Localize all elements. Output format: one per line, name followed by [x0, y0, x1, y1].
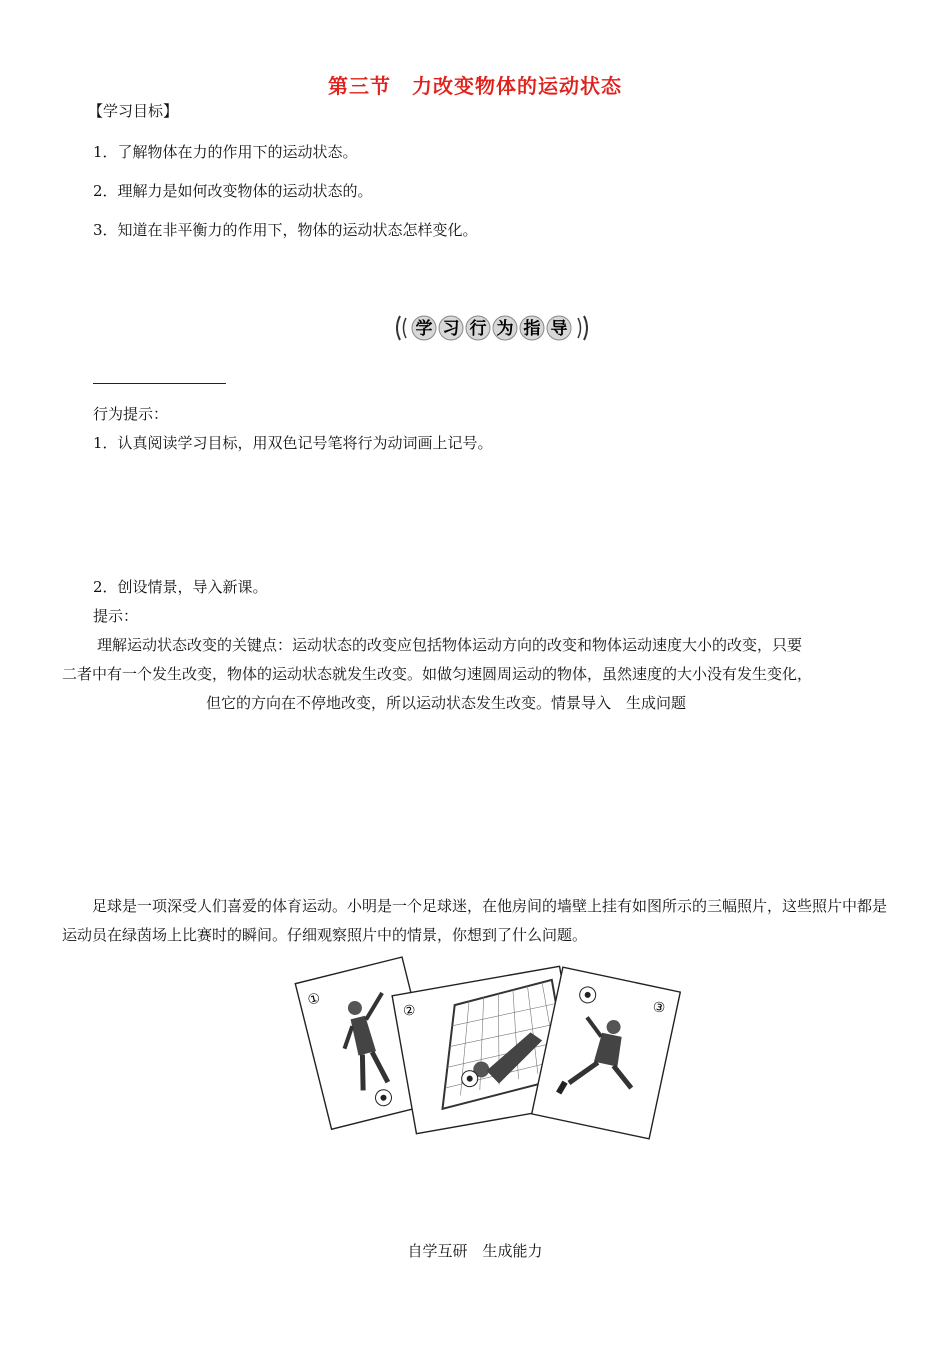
scene-paragraph: 足球是一项深受人们喜爱的体育运动。小明是一个足球迷，在他房间的墙壁上挂有如图所示的三幅照片，这些照片中都是运动员在绿茵场上比赛时的瞬间。仔细观察照片中的情景，你想到了什么问题。: [62, 897, 888, 944]
banner-char: 为: [496, 319, 514, 339]
section-footer-title: 自学互研 生成能力: [407, 1242, 543, 1260]
photo-number-label: ③: [650, 998, 667, 1018]
photo-number-label: ①: [305, 990, 323, 1009]
section-banner: [392, 312, 592, 344]
tip-text: 理解运动状态改变的关键点：运动状态的改变应包括物体运动方向的改变和物体运动速度大小的改变，只要: [97, 636, 803, 654]
separator-line: [93, 383, 226, 384]
banner-char: 行: [469, 319, 487, 339]
photo-number-label: ②: [401, 1002, 417, 1021]
banner-char: 习: [442, 319, 460, 339]
hint-item: 1．认真阅读学习目标，用双色记号笔将行为动词画上记号。: [93, 434, 493, 452]
objective-item: 2．理解力是如何改变物体的运动状态的。: [93, 182, 373, 200]
banner-char: 指: [523, 319, 541, 339]
banner-char: 学: [415, 319, 433, 339]
hint-item: 2．创设情景，导入新课。: [93, 578, 268, 596]
page-title: 第三节 力改变物体的运动状态: [328, 74, 622, 98]
objective-item: 3．知道在非平衡力的作用下，物体的运动状态怎样变化。: [93, 221, 478, 239]
tip-label: 提示：: [93, 607, 139, 625]
objective-item: 1．了解物体在力的作用下的运动状态。: [93, 143, 358, 161]
hint-label: 行为提示：: [93, 405, 169, 423]
objectives-heading: 【学习目标】: [88, 102, 179, 120]
football-photos-figure: [305, 958, 678, 1138]
tip-text: 二者中有一个发生改变，物体的运动状态就发生改变。如做匀速圆周运动的物体，虽然速度的大小没有发生变化，: [62, 665, 813, 683]
tip-text: 但它的方向在不停地改变，所以运动状态发生改变。情景导入 生成问题: [206, 694, 687, 712]
banner-char: 导: [550, 319, 568, 339]
